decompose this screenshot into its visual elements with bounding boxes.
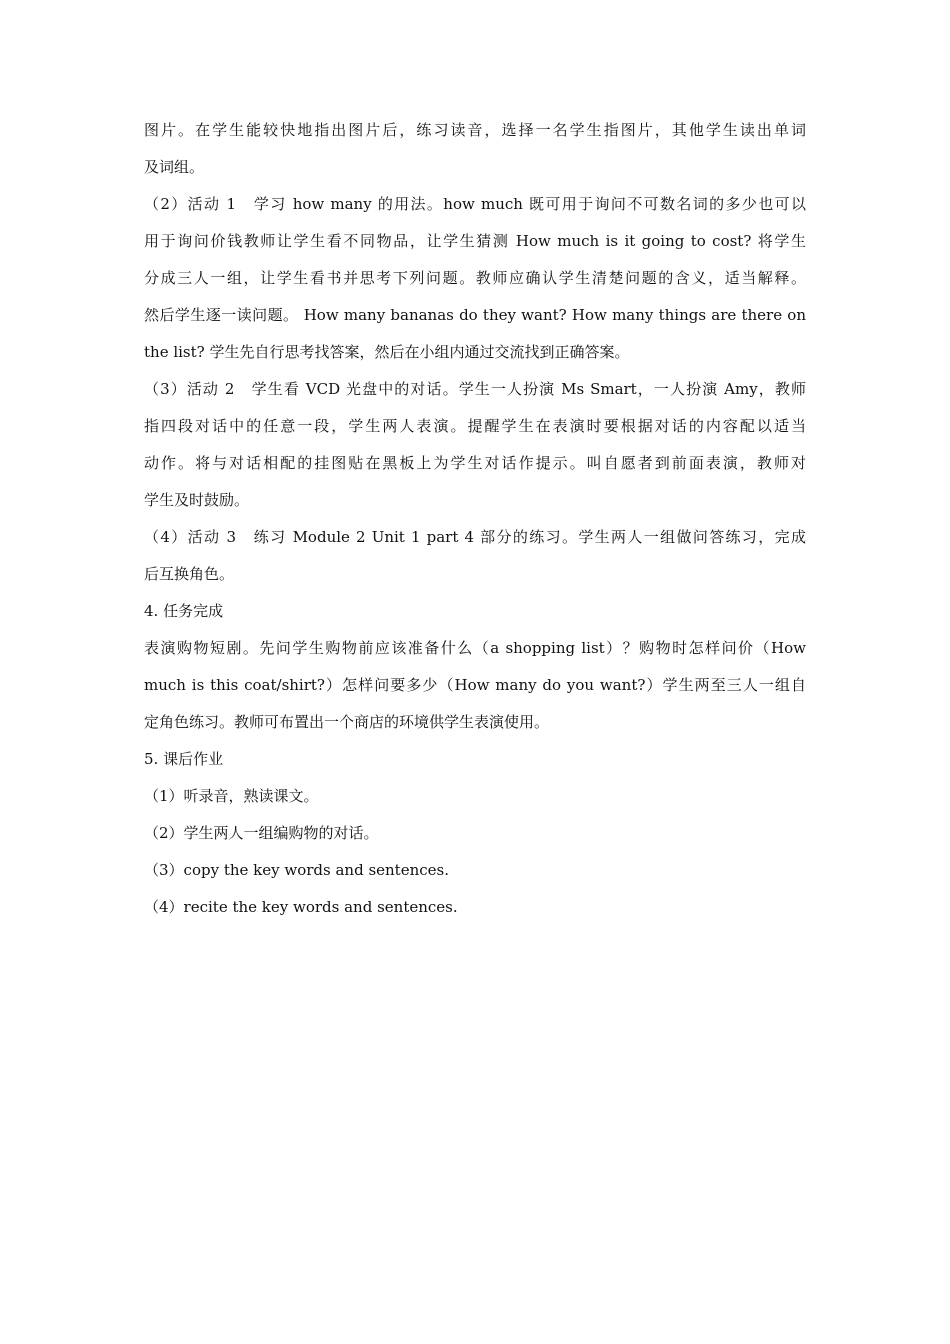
- text-line: 学生及时鼓励。: [144, 491, 250, 509]
- text-line: the list? 学生先自行思考找答案，然后在小组内通过交流找到正确答案。: [144, 343, 630, 361]
- text-line: 指四段对话中的任意一段，学生两人表演。提醒学生在表演时要根据对话的内容配以适当: [144, 417, 806, 435]
- text-line: （3）copy the key words and sentences.: [144, 861, 449, 879]
- text-line: （1）听录音，熟读课文。: [144, 787, 319, 805]
- text-line: 定角色练习。教师可布置出一个商店的环境供学生表演使用。: [144, 713, 550, 731]
- homework-item-1: [144, 778, 806, 815]
- text-line: 4. 任务完成: [144, 602, 224, 620]
- section-heading-homework: [144, 741, 806, 778]
- text-line: （4）活动 3 练习 Module 2 Unit 1 part 4 部分的练习。学生两人一组做问答练习，完成: [144, 528, 806, 546]
- text-line: 用于询问价钱教师让学生看不同物品，让学生猜测 How much is it going to cost? 将学生: [144, 232, 806, 250]
- text-line: （3）活动 2 学生看 VCD 光盘中的对话。学生一人扮演 Ms Smart，一人扮演 Amy，教师: [144, 380, 806, 398]
- text-line: （4）recite the key words and sentences.: [144, 898, 458, 916]
- paragraph-activity-1: [144, 186, 806, 371]
- text-line: 5. 课后作业: [144, 750, 224, 768]
- section-heading-task-completion: [144, 593, 806, 630]
- text-line: （2）活动 1 学习 how many 的用法。how much 既可用于询问不可数名词的多少也可以: [144, 195, 806, 213]
- text-line: （2）学生两人一组编购物的对话。: [144, 824, 379, 842]
- homework-item-3: [144, 852, 806, 889]
- homework-item-2: [144, 815, 806, 852]
- text-line: 表演购物短剧。先问学生购物前应该准备什么（a shopping list）？购物时怎样问价（How: [144, 639, 806, 657]
- homework-item-4: [144, 889, 806, 926]
- text-line: 然后学生逐一读问题。 How many bananas do they want? How many things are there on: [144, 306, 806, 324]
- paragraph-activity-3: [144, 519, 806, 593]
- text-line: 图片。在学生能较快地指出图片后，练习读音，选择一名学生指图片，其他学生读出单词: [144, 121, 806, 139]
- text-line: 后互换角色。: [144, 565, 235, 583]
- text-line: much is this coat/shirt?）怎样问要多少（How many do you want?）学生两至三人一组自: [144, 676, 806, 694]
- paragraph-task: [144, 630, 806, 741]
- text-line: 及词组。: [144, 158, 205, 176]
- text-line: 动作。将与对话相配的挂图贴在黑板上为学生对话作提示。叫自愿者到前面表演，教师对: [144, 454, 806, 472]
- paragraph-intro: [144, 112, 806, 186]
- paragraph-activity-2: [144, 371, 806, 519]
- document-body: [144, 112, 806, 926]
- text-line: 分成三人一组，让学生看书并思考下列问题。教师应确认学生清楚问题的含义，适当解释。: [144, 269, 806, 287]
